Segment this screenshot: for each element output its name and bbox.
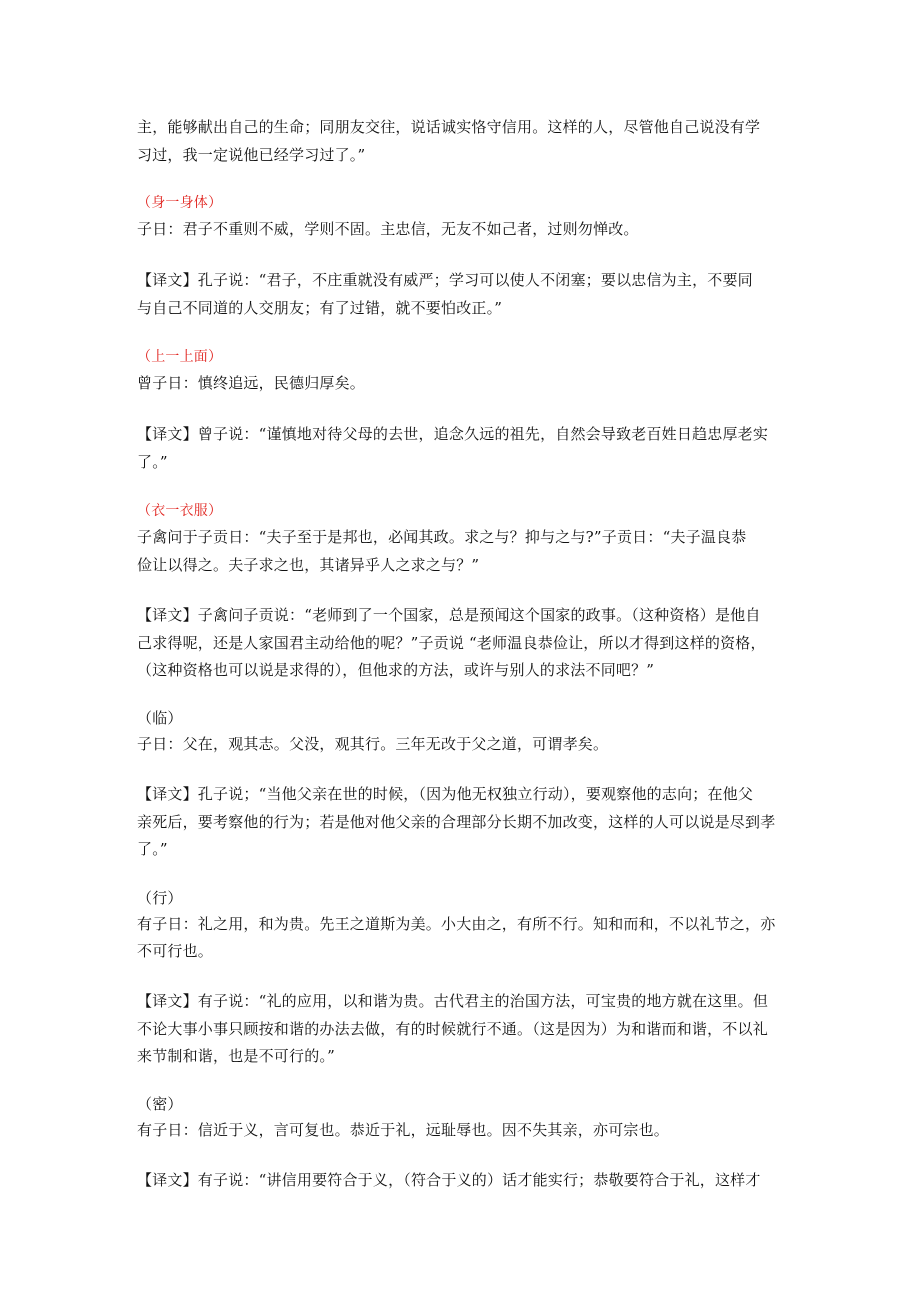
text-line: 主，能够献出自己的生命；同朋友交往，说话诚实恪守信用。这样的人，尽管他自己说没有学 xyxy=(137,118,761,136)
original-text: 俭让以得之。夫子求之也，其诸异乎人之求之与？” xyxy=(137,556,480,574)
original-text: 子禽问于子贡日：“夫子至于是邦也，必闻其政。求之与？抑与之与?”子贡日：“夫子温良恭 xyxy=(137,528,747,546)
translation-line: （这种资格也可以说是求得的），但他求的方法，或许与别人的求法不同吧？” xyxy=(137,661,655,679)
translation-line: 了。” xyxy=(137,840,168,858)
translation-line: 【译文】有子说：“礼的应用，以和谐为贵。古代君主的治国方法，可宝贵的地方就在这里。但 xyxy=(137,992,769,1010)
original-text: 子日：君子不重则不威，学则不固。主忠信，无友不如己者，过则勿惮改。 xyxy=(137,220,639,238)
translation-line: 【译文】孔子说：“君子，不庄重就没有威严；学习可以使人不闭塞；要以忠信为主，不要同 xyxy=(137,271,753,289)
original-text: 不可行也。 xyxy=(137,942,214,960)
section-heading: （行） xyxy=(137,889,183,907)
section-heading: （密） xyxy=(137,1095,183,1113)
translation-line: 了。” xyxy=(137,453,168,471)
translation-line: 来节制和谐，也是不可行的。” xyxy=(137,1047,335,1065)
original-text: 曾子日：慎终追远，民德归厚矣。 xyxy=(137,374,366,392)
original-text: 子日：父在，观其志。父没，观其行。三年无改于父之道，可谓孝矣。 xyxy=(137,735,609,753)
translation-line: 与自己不同道的人交朋友；有了过错，就不要怕改正。” xyxy=(137,299,503,317)
translation-line: 【译文】孔子说；“当他父亲在世的时候，（因为他无权独立行动），要观察他的志向；在他父 xyxy=(137,785,754,803)
section-heading: （临） xyxy=(137,709,183,727)
translation-line: 【译文】子禽问子贡说：“老师到了一个国家，总是预闻这个国家的政事。（这种资格）是他自 xyxy=(137,606,761,624)
translation-line: 不论大事小事只顾按和谐的办法去做，有的时候就行不通。（这是因为）为和谐而和谐，不以礼 xyxy=(137,1020,768,1038)
original-text: 有子日：信近于义，言可复也。恭近于礼，远耻辱也。因不失其亲，亦可宗也。 xyxy=(137,1121,670,1139)
translation-line: 亲死后，要考察他的行为；若是他对他父亲的合理部分长期不加改变，这样的人可以说是尽到孝 xyxy=(137,813,776,831)
section-heading: （衣一衣服） xyxy=(137,503,223,519)
translation-line: 己求得呢，还是人家国君主动给他的呢？”子贡说 “老师温良恭俭让，所以才得到这样的资格， xyxy=(137,634,766,652)
translation-line: 【译文】曾子说：“谨慎地对待父母的去世，追念久远的祖先，自然会导致老百姓日趋忠厚老实 xyxy=(137,425,769,443)
section-heading: （上一上面） xyxy=(137,349,223,365)
translation-line: 【译文】有子说：“讲信用要符合于义，（符合于义的）话才能实行；恭敬要符合于礼，这样才 xyxy=(137,1171,761,1189)
text-line: 习过，我一定说他已经学习过了。” xyxy=(137,146,366,164)
section-heading: （身一身体） xyxy=(137,195,223,211)
original-text: 有子日：礼之用，和为贵。先王之道斯为美。小大由之，有所不行。知和而和，不以礼节之，亦 xyxy=(137,915,776,933)
